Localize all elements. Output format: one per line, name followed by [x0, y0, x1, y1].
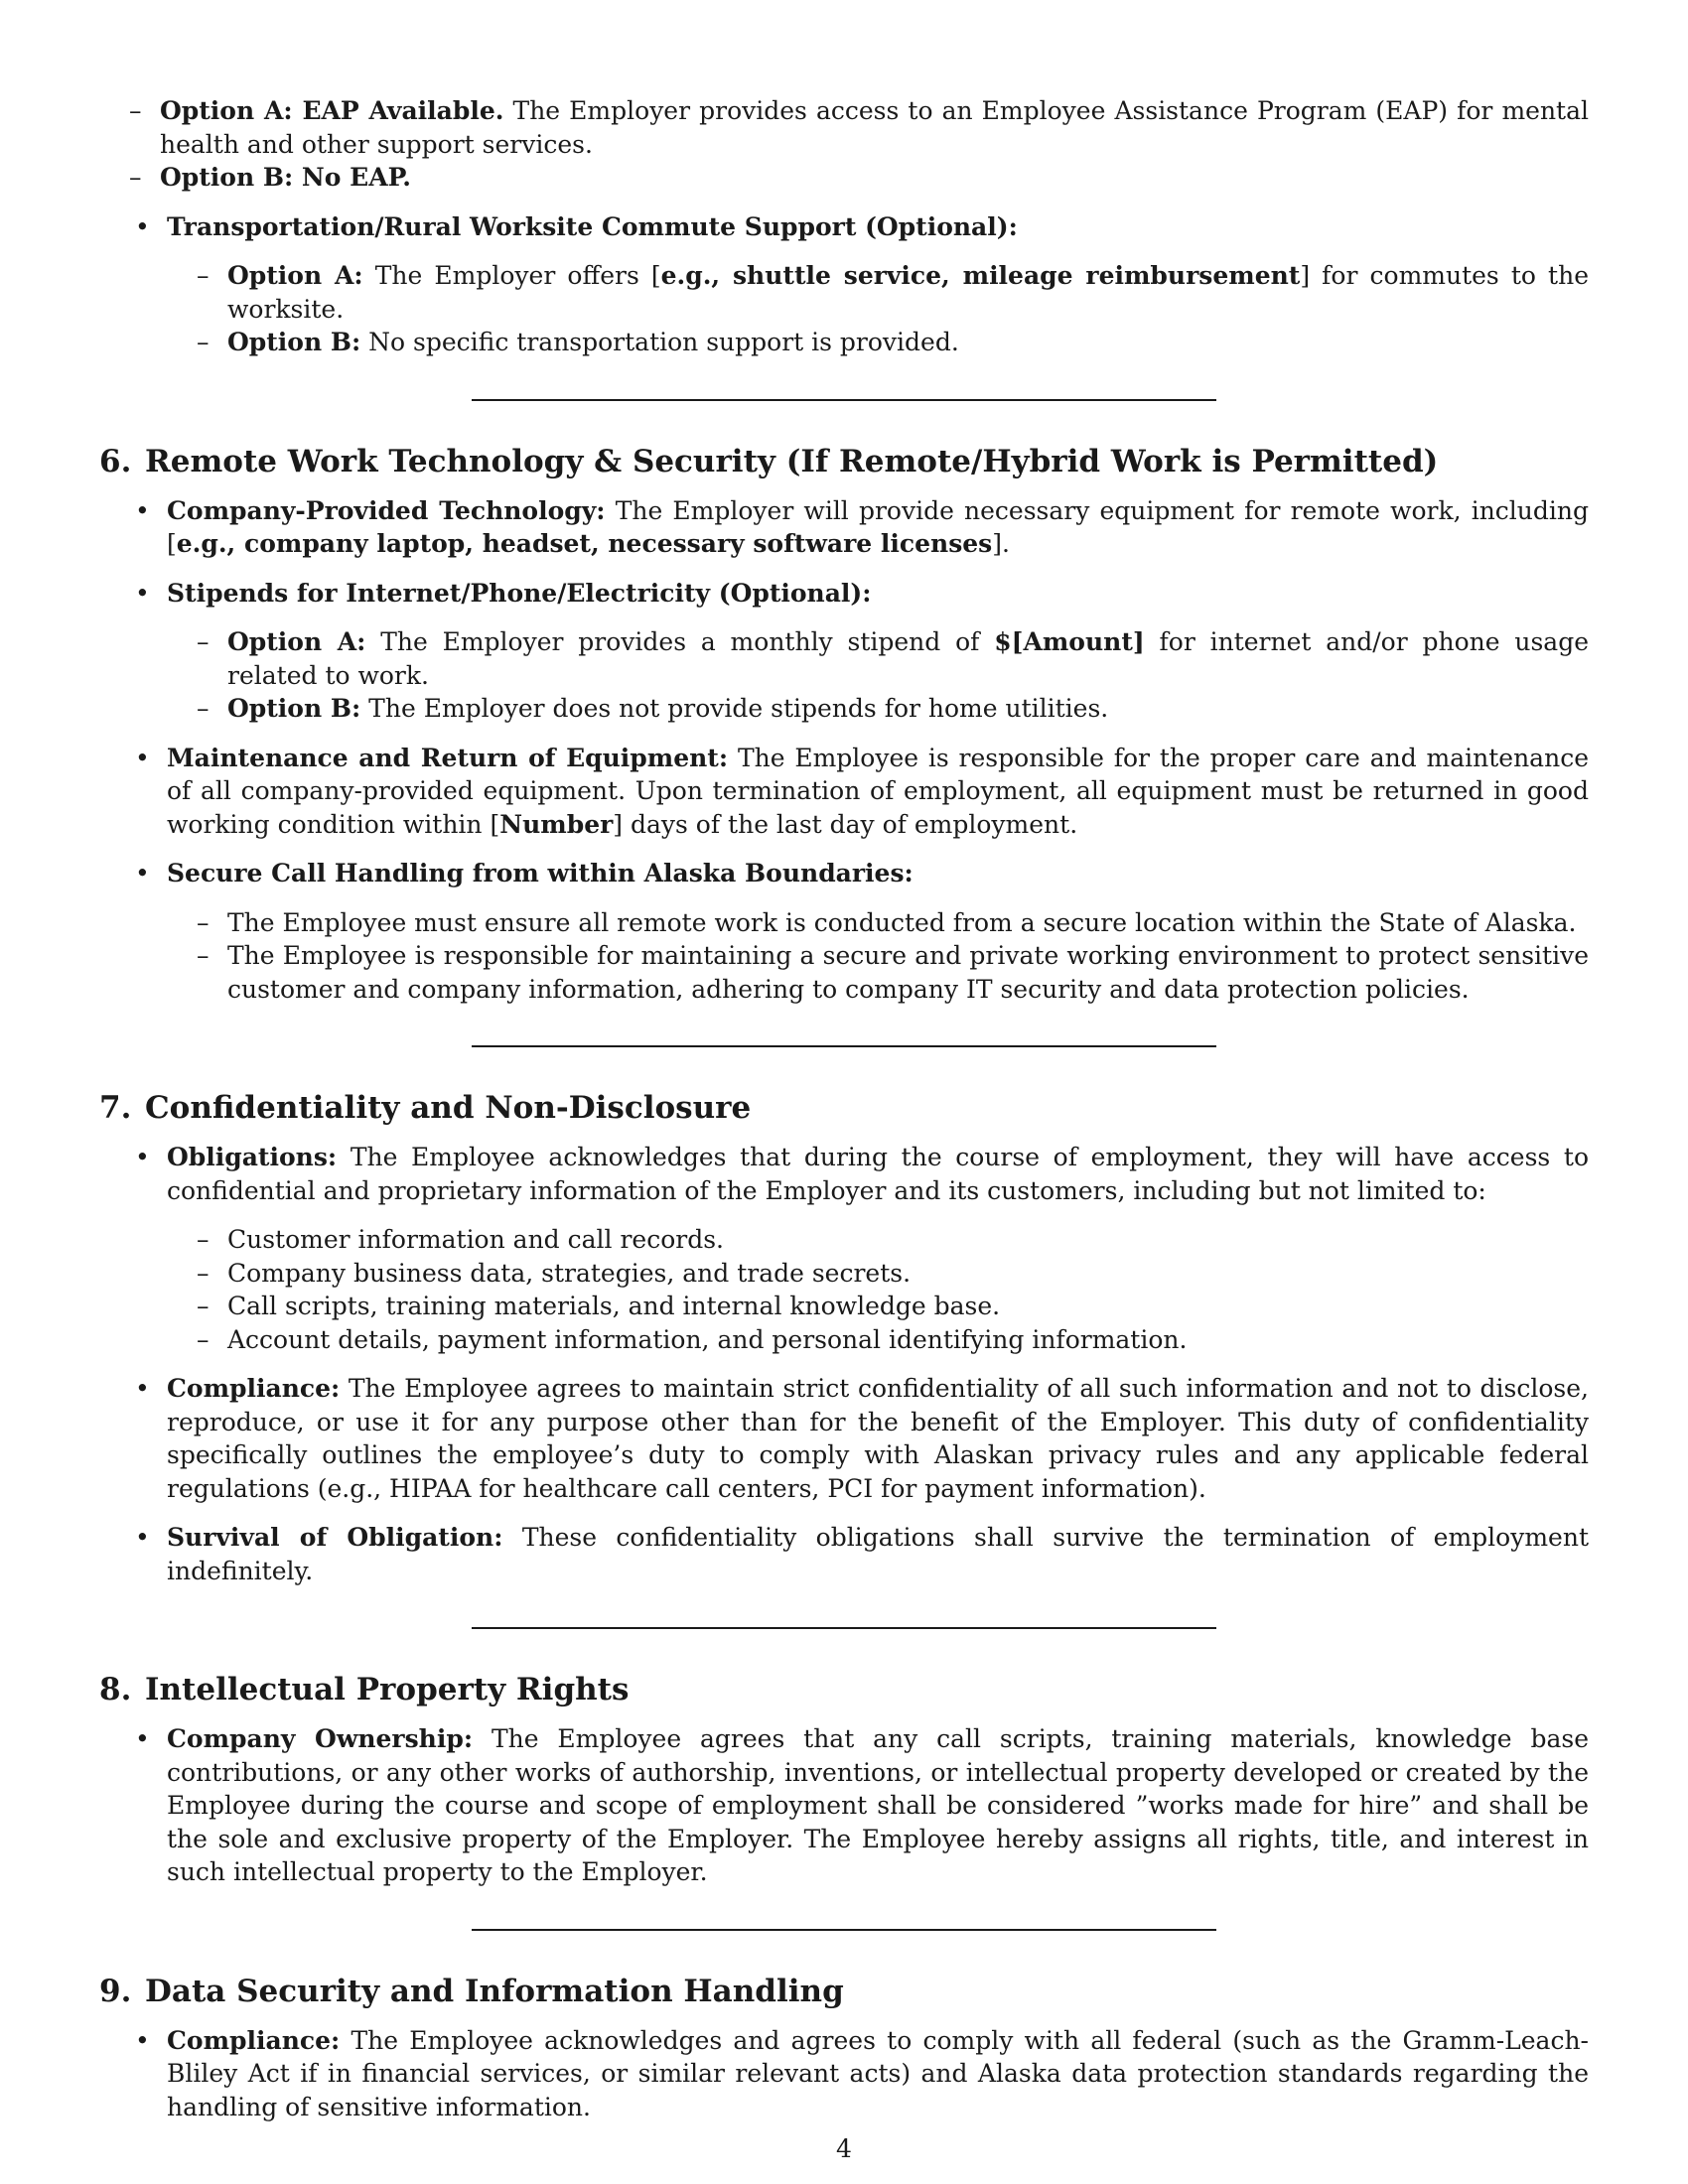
maintenance-item: • Maintenance and Return of Equipment: The Employee is responsible for the proper care and maintenance of all company-provided equipment. Upon termination of employment, all equipment must be returned in good working condition within [Number] days of the last day of employment.: [99, 742, 1589, 842]
page-number: 4: [836, 2134, 852, 2163]
secure-call-item: • Secure Call Handling from within Alaska Boundaries: – The Employee must ensure all remote work is conducted from a secure location within the State of Alaska. – The Employee is responsible for maintaining a secure and private working environment to protect sensitive customer and company information, adhering to company IT security and data protection policies.: [99, 857, 1589, 1006]
tech-item: • Company-Provided Technology: The Employer will provide necessary equipment for remote work, including [e.g., company laptop, headset, necessary software licenses].: [99, 494, 1589, 561]
option-label: Option B: No EAP.: [160, 163, 411, 192]
list-item: – The Employee must ensure all remote work is conducted from a secure location within the State of Alaska.: [167, 906, 1589, 940]
compliance-item: • Compliance: The Employee agrees to maintain strict confidentiality of all such information and not to disclose, reproduce, or use it for any purpose other than for the benefit of the Employer. This duty of confidentiality specifically outlines the employee’s duty to comply with Alaskan privacy rules and any applicable federal regulations (e.g., HIPAA for healthcare call centers, PCI for payment information).: [99, 1372, 1589, 1505]
list-item: – Call scripts, training materials, and internal knowledge base.: [167, 1290, 1589, 1323]
eap-option-a: – Option A: EAP Available. The Employer provides access to an Employee Assistance Program (EAP) for mental health and other support services.: [99, 94, 1589, 161]
option-label: Option A: EAP Available.: [160, 96, 504, 125]
list-item: – The Employee is responsible for maintaining a secure and private working environment to protect sensitive customer and company information, adhering to company IT security and data protection policies.: [167, 939, 1589, 1006]
section-6-heading: 6. Remote Work Technology & Security (If Remote/Hybrid Work is Permitted): [99, 443, 1439, 479]
stipend-option-b: – Option B: The Employer does not provide stipends for home utilities.: [167, 692, 1589, 726]
transport-options: [167, 259, 1589, 359]
transport-option-b: – Option B: No specific transportation support is provided.: [167, 326, 1589, 359]
section-divider: [472, 1929, 1216, 1931]
stipend-option-a: – Option A: The Employer provides a monthly stipend of $[Amount] for internet and/or phone usage related to work.: [167, 625, 1589, 692]
section-divider: [472, 1045, 1216, 1047]
eap-option-b: [99, 161, 1589, 195]
section-divider: [472, 399, 1216, 401]
obligations-item: • Obligations: The Employee acknowledges that during the course of employment, they will have access to confidential and proprietary information of the Employer and its customers, including but not limited to: – Customer information and call records. – Company business data, strategies, and trade secrets. – Call scripts, training materials, and internal knowledge base. – Account details, payment information, and personal identifying information.: [99, 1141, 1589, 1356]
stipend-item: • Stipends for Internet/Phone/Electricity (Optional): – Option A: The Employer provides a monthly stipend of $[Amount] for internet and/or phone usage related to work. – Option B: The Employer does not provide stipends for home utilities.: [99, 577, 1589, 726]
section-7-heading: 7. Confidentiality and Non-Disclosure: [99, 1090, 752, 1126]
list-item: – Company business data, strategies, and trade secrets.: [167, 1257, 1589, 1291]
section-9-heading: 9. Data Security and Information Handling: [99, 1973, 844, 2009]
transport-item: [99, 210, 1589, 359]
transport-option-a: – Option A: The Employer offers [e.g., shuttle service, mileage reimbursement] for commutes to the worksite.: [167, 259, 1589, 326]
list-item: – Customer information and call records.: [167, 1223, 1589, 1257]
list-item: – Account details, payment information, and personal identifying information.: [167, 1323, 1589, 1357]
eap-options: [99, 94, 1589, 195]
data-compliance-item: • Compliance: The Employee acknowledges and agrees to comply with all federal (such as the Gramm-Leach-Bliley Act if in financial services, or similar relevant acts) and Alaska data protection standards regarding the handling of sensitive information.: [99, 2024, 1589, 2124]
ownership-item: • Company Ownership: The Employee agrees that any call scripts, training materials, knowledge base contributions, or any other works of authorship, inventions, or intellectual property developed or created by the Employee during the course and scope of employment shall be considered ”works made for hire” and shall be the sole and exclusive property of the Employer. The Employee hereby assigns all rights, title, and interest in such intellectual property to the Employer.: [99, 1722, 1589, 1889]
section-8-heading: 8. Intellectual Property Rights: [99, 1672, 630, 1707]
document-page: [99, 94, 1589, 2139]
stipend-options: [167, 625, 1589, 726]
obligations-list: [167, 1223, 1589, 1356]
section-divider: [472, 1627, 1216, 1629]
secure-call-list: [167, 906, 1589, 1007]
item-heading: Transportation/Rural Worksite Commute Support (Optional):: [167, 211, 1018, 241]
survival-item: • Survival of Obligation: These confidentiality obligations shall survive the termination of employment indefinitely.: [99, 1521, 1589, 1587]
